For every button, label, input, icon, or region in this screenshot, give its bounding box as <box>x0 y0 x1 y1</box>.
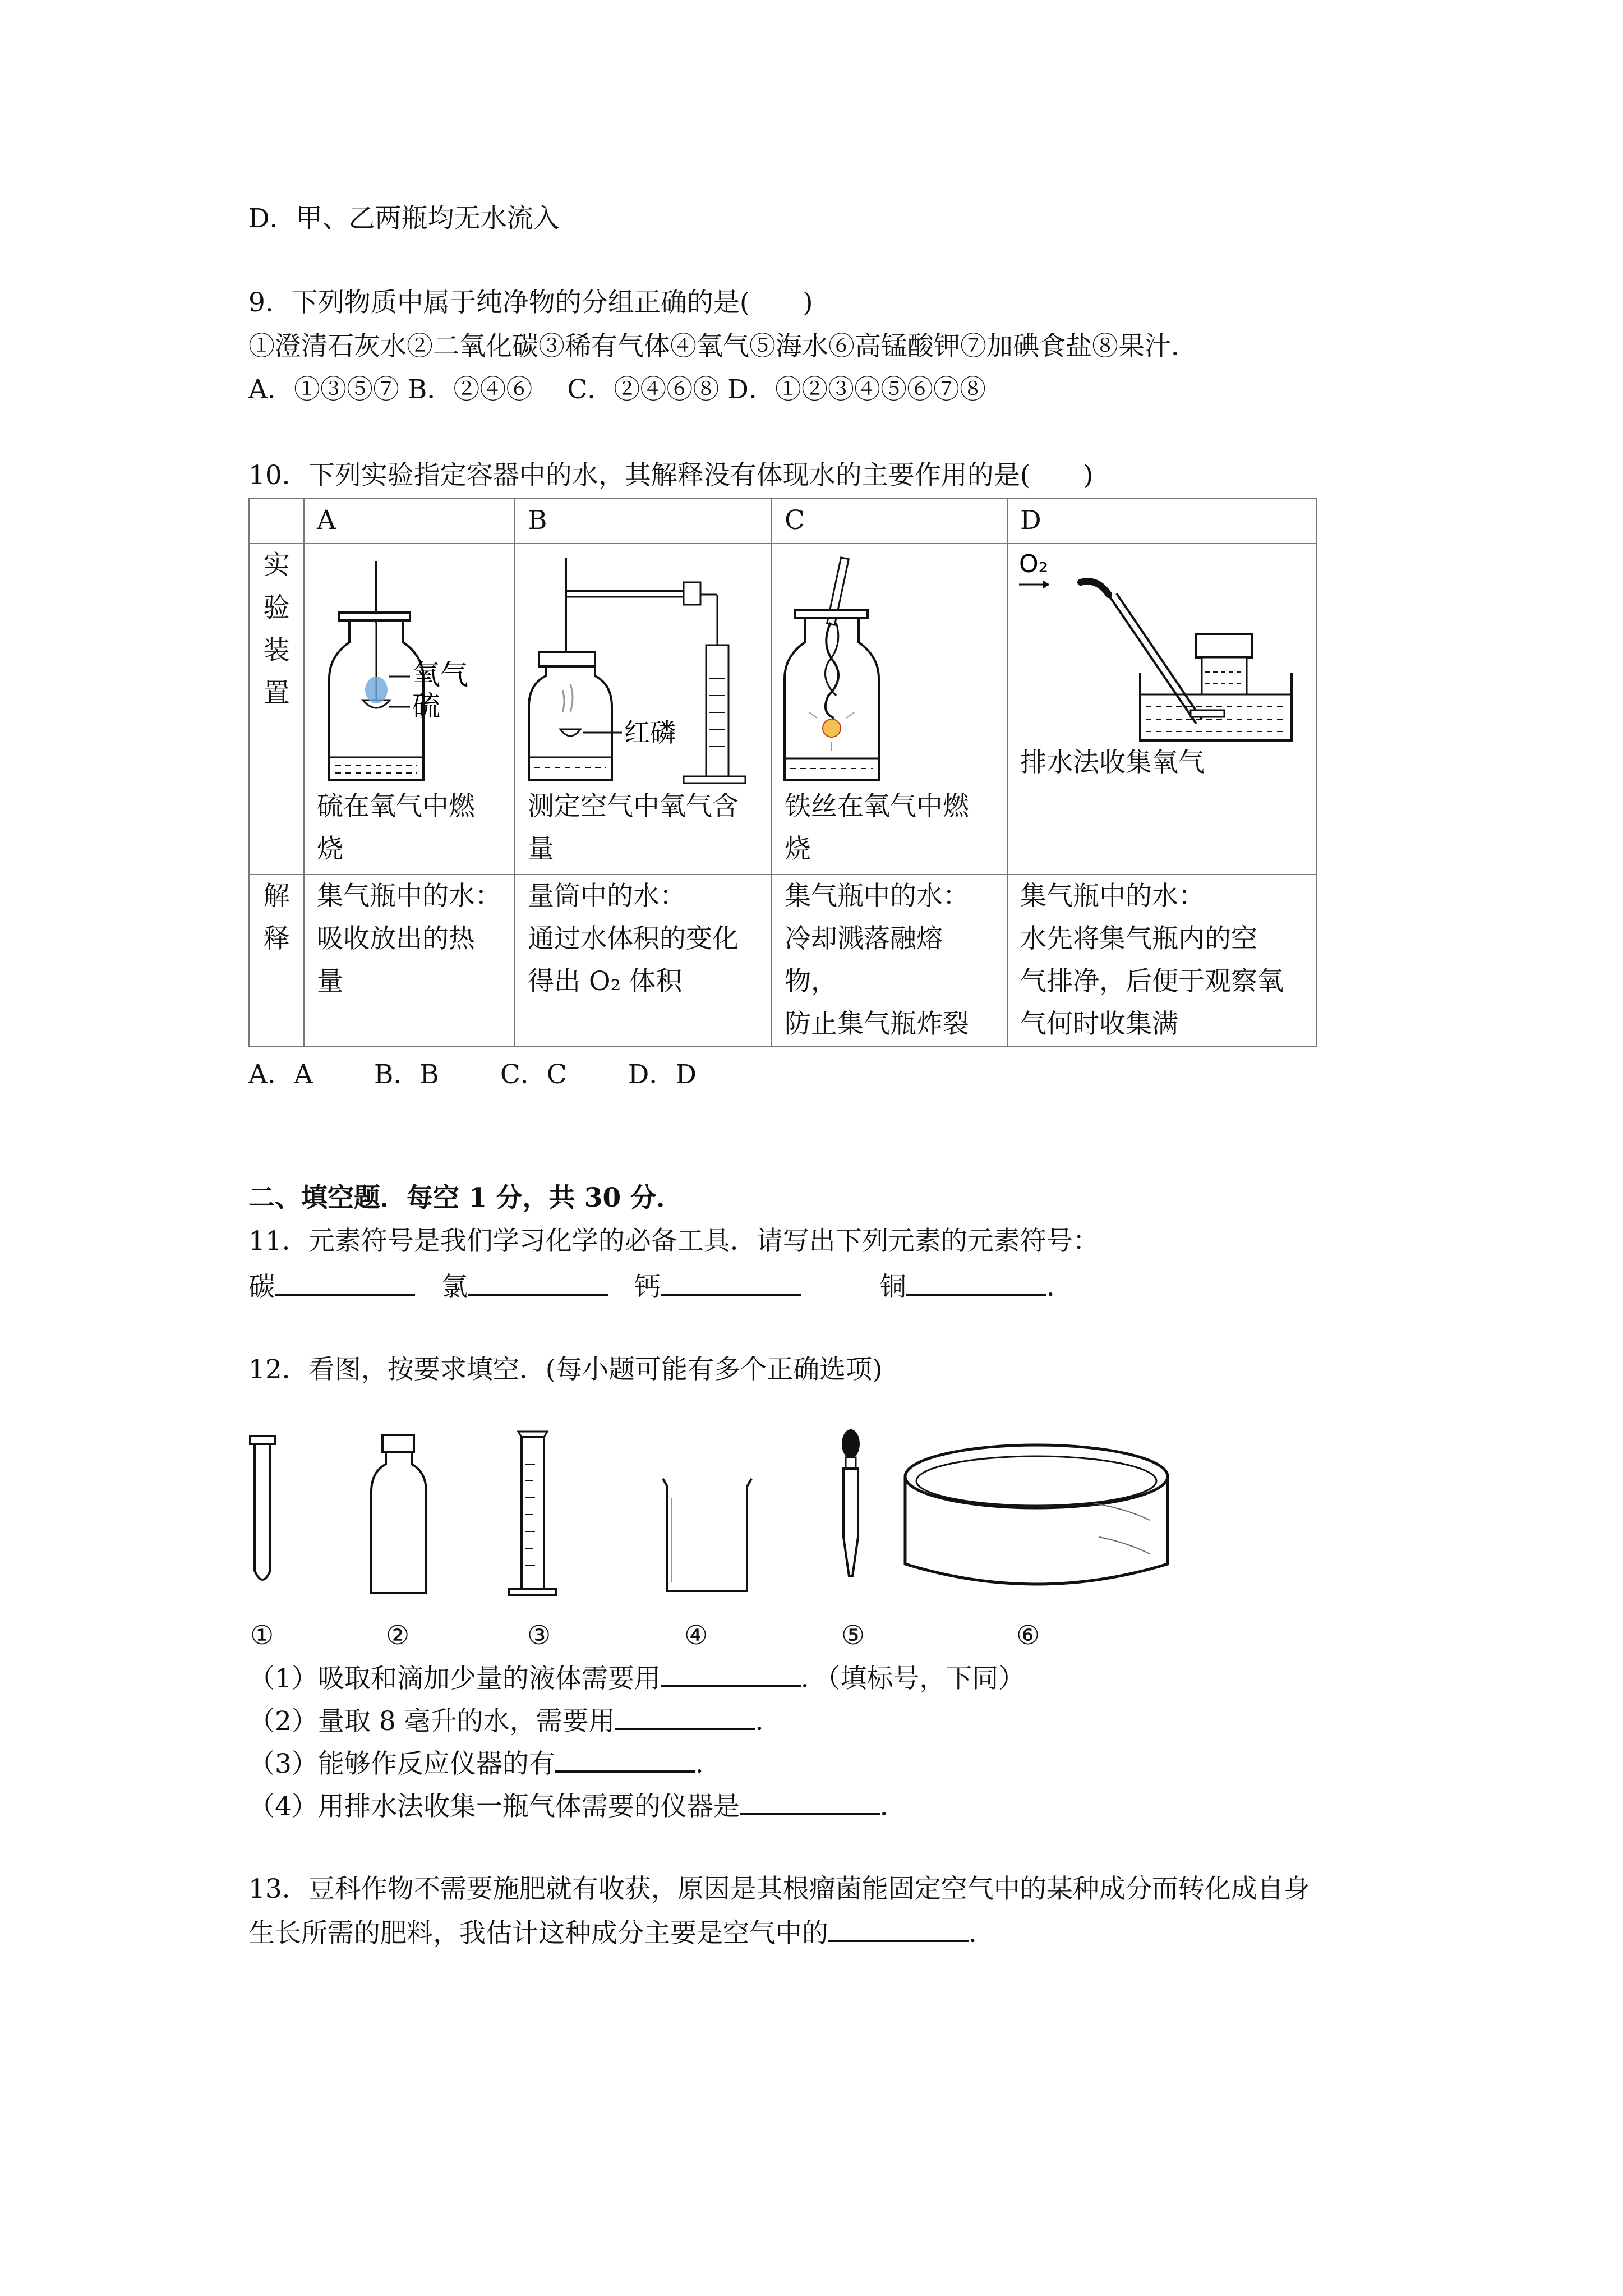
q12-blank-1[interactable] <box>661 1660 801 1687</box>
q12-sub-3: （3）能够作反应仪器的有 ． <box>248 1746 722 1781</box>
svg-text:O₂: O₂ <box>1019 550 1049 578</box>
caption-b: 测定空气中氧气含 量 <box>528 791 739 864</box>
q12-blank-2[interactable] <box>615 1703 755 1730</box>
q11-blank-4[interactable] <box>906 1269 1046 1296</box>
apparatus-d <box>1007 544 1317 875</box>
q9-stem: 9．下列物质中属于纯净物的分组正确的是( ) <box>248 287 813 318</box>
q12-blank-4[interactable] <box>740 1788 880 1815</box>
q13-line-1: 13．豆科作物不需要施肥就有收获，原因是其根瘤菌能固定空气中的某种成分而转化成自身 <box>248 1874 1310 1904</box>
apparatus-number-1: ① <box>250 1620 274 1651</box>
header-b: B <box>515 499 772 544</box>
dropper-icon <box>842 1429 860 1576</box>
water-trough-icon <box>905 1445 1168 1584</box>
q10-stem: 10．下列实验指定容器中的水，其解释没有体现水的主要作用的是( ) <box>248 460 1094 491</box>
row-label-apparatus: 实 验 装 置 <box>249 544 304 875</box>
q12-stem: 12．看图，按要求填空．(每小题可能有多个正确选项) <box>248 1354 883 1385</box>
section2-title: 二、填空题．每空 1 分，共 30 分． <box>248 1182 683 1213</box>
q11-blank-2[interactable] <box>468 1269 608 1296</box>
apparatus-c <box>772 544 1007 875</box>
q12-sub-2: （2）量取 8 毫升的水，需要用 ． <box>248 1703 782 1738</box>
water-collection-diagram <box>1008 544 1299 757</box>
apparatus-number-5: ⑤ <box>841 1620 865 1651</box>
q12-sub-1: （1）吸取和滴加少量的液体需要用 ．（填标号，下同） <box>248 1660 1025 1696</box>
q10-options: A．A B．B C．C D．D <box>248 1059 697 1090</box>
q11-blank-3[interactable] <box>661 1269 801 1296</box>
apparatus-number-3: ③ <box>527 1620 551 1651</box>
header-a: A <box>304 499 515 544</box>
apparatus-a <box>304 544 515 875</box>
lab-apparatus-row <box>241 1425 1419 1610</box>
q9-options: A．①③⑤⑦ B．②④⑥ C．②④⑥⑧ D．①②③④⑤⑥⑦⑧ <box>248 374 986 405</box>
caption-a: 硫在氧气中燃 烧 <box>317 791 475 864</box>
q8-option-d: D．甲、乙两瓶均无水流入 <box>248 203 560 234</box>
bottle-icon <box>371 1435 426 1593</box>
apparatus-number-4: ④ <box>684 1620 708 1651</box>
svg-text:红磷: 红磷 <box>624 717 676 748</box>
q11-blank-1[interactable] <box>275 1269 415 1296</box>
q13-line-2: 生长所需的肥料，我估计这种成分主要是空气中的 ． <box>248 1915 995 1950</box>
apparatus-number-2: ② <box>386 1620 410 1651</box>
graduated-cylinder-icon <box>509 1432 556 1595</box>
q11-blanks: 碳 氯 钙 铜 ． <box>248 1269 1073 1304</box>
q9-items: ①澄清石灰水②二氧化碳③稀有气体④氧气⑤海水⑥高锰酸钾⑦加碘食盐⑧果汁． <box>248 331 1197 362</box>
q12-sub-4: （4）用排水法收集一瓶气体需要的仪器是 ． <box>248 1788 906 1824</box>
explanation-b: 量筒中的水： 通过水体积的变化 得出 O₂ 体积 <box>515 875 772 1046</box>
iron-wire-diagram <box>772 550 997 797</box>
q10-table <box>248 498 1317 1047</box>
explanation-c: 集气瓶中的水： 冷却溅落融熔物， 防止集气瓶炸裂 <box>772 875 1007 1046</box>
red-phosphorus-diagram <box>515 550 762 797</box>
apparatus-number-6: ⑥ <box>1016 1620 1040 1651</box>
test-tube-icon <box>250 1436 275 1580</box>
svg-text:氧气: 氧气 <box>412 659 468 691</box>
q11-stem: 11．元素符号是我们学习化学的必备工具．请写出下列元素的元素符号： <box>248 1226 1099 1257</box>
caption-d: 排水法收集氧气 <box>1020 747 1205 778</box>
explanation-d: 集气瓶中的水： 水先将集气瓶内的空 气排净，后便于观察氧 气何时收集满 <box>1007 875 1317 1046</box>
beaker-icon <box>663 1479 751 1591</box>
explanation-a: 集气瓶中的水： 吸收放出的热 量 <box>304 875 515 1046</box>
header-d: D <box>1007 499 1317 544</box>
sulfur-burning-diagram <box>305 550 506 797</box>
apparatus-b <box>515 544 772 875</box>
header-c: C <box>772 499 1007 544</box>
svg-text:硫: 硫 <box>412 690 440 723</box>
row-label-explanation: 解 释 <box>249 875 304 1046</box>
caption-c: 铁丝在氧气中燃 烧 <box>785 791 969 864</box>
header-corner <box>249 499 304 544</box>
q12-blank-3[interactable] <box>555 1746 695 1773</box>
q13-blank[interactable] <box>828 1915 969 1942</box>
